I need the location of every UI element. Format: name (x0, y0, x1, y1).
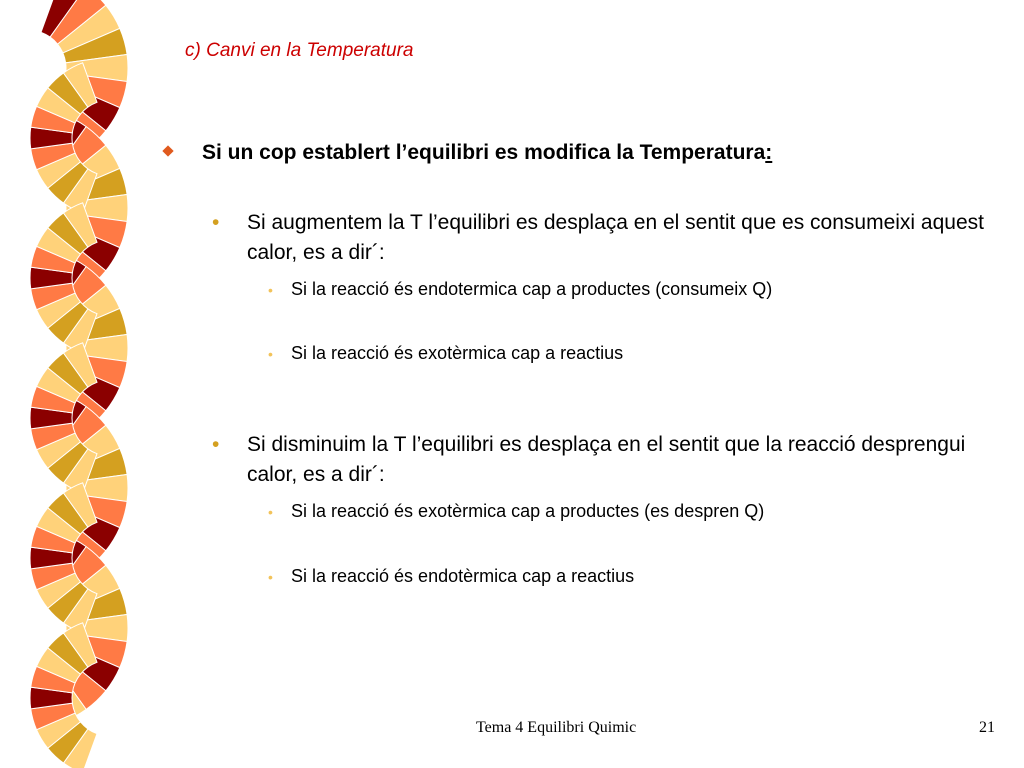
page-number: 21 (979, 719, 995, 736)
sub-bullet-dot-icon: • (268, 504, 273, 520)
footer-text: Tema 4 Equilibri Quimic (476, 719, 637, 736)
sub-bullet-dot-icon: • (268, 282, 273, 298)
bullet-increase-temperature (212, 208, 1002, 268)
sub-bullet (268, 343, 968, 364)
main-bullet-text: Si un cop establert l’equilibri es modifica la Temperatura (202, 141, 766, 164)
sub-bullet-text: Si la reacció és exotèrmica cap a reactius (291, 343, 624, 363)
bullet-text: Si augmentem la T l’equilibri es desplaça en el sentit que es consumeixi aquest calor, es a dir´: (247, 211, 984, 264)
sub-bullet-text: Si la reacció és exotèrmica cap a productes (es despren Q) (291, 501, 765, 521)
sub-bullet-text: Si la reacció és endotèrmica cap a reactius (291, 566, 635, 586)
slide-title: c) Canvi en la Temperatura (185, 40, 414, 61)
sub-bullet-text: Si la reacció és endotermica cap a productes (consumeix Q) (291, 279, 773, 299)
bullet-dot-icon: • (212, 211, 220, 234)
bullet-dot-icon: • (212, 433, 220, 456)
sub-bullet (268, 566, 968, 587)
diamond-bullet-icon (162, 145, 173, 156)
sub-bullet-dot-icon: • (268, 346, 273, 362)
sub-bullet (268, 279, 968, 300)
sub-bullet-dot-icon: • (268, 569, 273, 585)
fan-border-decoration (0, 0, 140, 768)
main-bullet-colon: : (765, 141, 773, 164)
bullet-text: Si disminuim la T l’equilibri es desplaça en el sentit que la reacció desprengui calor, es a dir´: (247, 433, 966, 486)
bullet-decrease-temperature (212, 430, 1002, 490)
sub-bullet (268, 501, 968, 522)
